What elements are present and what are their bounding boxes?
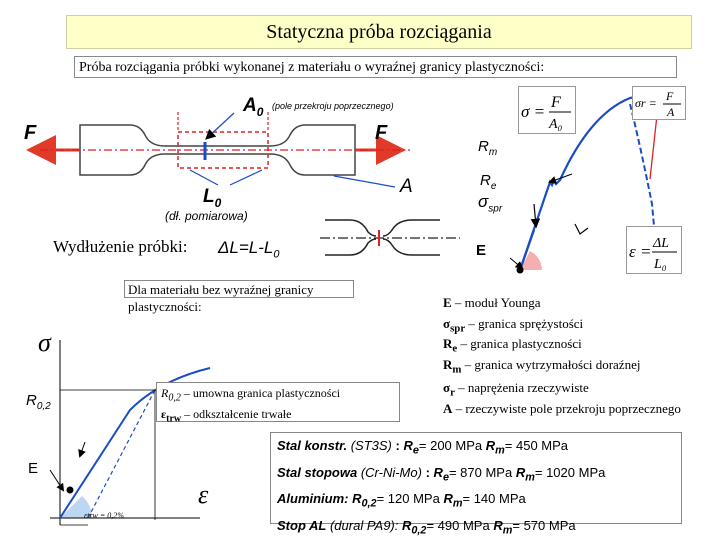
legend-item: $R_m$ – granica wytrzymałości doraźnej [443,356,641,376]
a0-label: $A_0$ [243,95,264,119]
svg-text:ΔL: ΔL [653,236,670,251]
svg-text:ε =: ε = [629,242,652,261]
material-row: Stop AL (dural PA9): $R_{0,2}= 490$ MPa $R_m= 570$ MPa [277,517,576,537]
svg-text:σr =: σr = [635,96,657,110]
force-right-label: F [375,122,388,144]
area-label: A [400,176,413,197]
l0-note: (dł. pomiarowa) [165,209,248,223]
section2-heading: Dla materiału bez wyraźnej granicy plastyczności: [124,280,354,298]
materials-box [270,432,682,537]
true-stress-formula-box [632,86,686,120]
epsilon-axis-label: ε [198,480,209,509]
l0-label: $L_0$ [203,186,222,210]
svg-text:A₀: A₀ [549,117,563,132]
subtitle: Próba rozciągania próbki wykonanej z materiału o wyraźnej granicy plastyczności: [74,56,677,78]
axis-note: εtrw = 0,2% [84,511,124,520]
legend-item: $R_e$ – granica plastyczności [443,336,582,355]
offset-definitions: $R_{0,2}$ – umowna granica plastyczności $\varepsilon_{trw}$ – odkształcenie trwałe [156,382,400,422]
page-title: Statyczna próba rozciągania [66,15,692,49]
legend-item: E – moduł Younga [443,295,541,310]
r02-label: $R_{0,2}$ [26,392,51,412]
material-row: Aluminium: $R_{0,2}= 120$ MPa $R_m= 140$ MPa [277,491,526,510]
elongation-label: Wydłużenie próbki: [53,237,188,256]
legend-item: $\sigma_{spr}$ – granica sprężystości [443,315,584,335]
spr-label: $\sigma_{spr}$ [478,192,503,215]
elongation-formula: $\Delta L=L-L_0$ [218,238,280,261]
material-row: Stal stopowa (Cr-Ni-Mo) : $R_e= 870$ MPa $R_m= 1020$ MPa [277,464,606,484]
svg-text:F: F [666,89,674,103]
a0-note: (pole przekroju poprzecznego) [272,101,394,111]
force-left-label: F [24,122,37,144]
sigma-axis-label: σ [38,328,51,357]
svg-text:F: F [551,94,561,111]
material-row: Stal konstr. (ST3S) : $R_e= 200$ MPa $R_m= 450$ MPa [277,438,569,457]
rm-label: $R_m$ [478,138,498,158]
strain-formula-box [626,226,682,274]
legend [443,295,640,377]
svg-text:σ =: σ = [521,102,546,121]
re-label: $R_e$ [480,172,497,192]
svg-text:L₀: L₀ [654,257,667,272]
e-label-2: E [28,460,39,477]
svg-text:A: A [667,105,675,119]
stress-formula-box [518,86,576,134]
e-label-1: E [476,242,487,259]
true-stress-legend: $\sigma_r$ – naprężenia rzeczywiste A – rzeczywiste pole przekroju poprzecznego [443,380,681,416]
